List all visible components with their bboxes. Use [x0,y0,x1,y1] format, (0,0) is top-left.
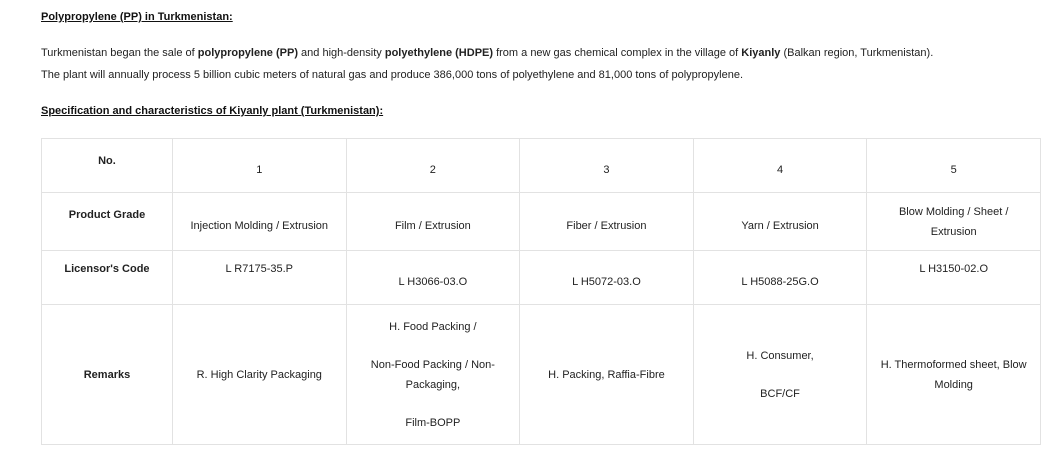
code-4: L H5088-25G.O [693,251,867,305]
col-number-2: 2 [346,139,520,193]
code-3: L H5072-03.O [520,251,694,305]
grade-5-line-1: Blow Molding / Sheet / [898,205,1009,218]
grade-5-line-2: Extrusion [930,225,977,238]
table-row-number [42,139,1041,193]
code-2: L H3066-03.O [346,251,520,305]
row-label-grade: Product Grade [42,193,173,251]
remarks-2 [346,305,520,445]
grade-3: Fiber / Extrusion [520,193,694,251]
page-title: Polypropylene (PP) in Turkmenistan: [41,11,233,23]
intro-text-c: and high-density [298,47,385,59]
intro-hdpe: polyethylene (HDPE) [384,47,494,59]
remarks-5 [867,305,1041,445]
intro-text-a: Turkmenistan began the sale of [41,47,198,59]
code-5: L H3150-02.O [867,251,1041,305]
row-label-no: No. [42,139,173,193]
intro-paragraph-2: The plant will annually process 5 billion cubic meters of natural gas and produce 386,000 tons of polyethylene and 81,000 tons of polypropylene. [41,69,744,81]
intro-pp: polypropylene (PP) [197,47,298,59]
table-row-code [42,251,1041,305]
grade-2: Film / Extrusion [346,193,520,251]
spec-title: Specification and characteristics of Kiyanly plant (Turkmenistan): [41,105,384,117]
table-row-grade [42,193,1041,251]
remarks-2-line-1: H. Food Packing / [389,320,477,333]
intro-text-g: (Balkan region, Turkmenistan). [780,47,934,59]
remarks-4-line-1: H. Consumer, [746,349,814,362]
remarks-2-line-4: Film-BOPP [405,416,461,429]
remarks-2-line-3: Packaging, [405,378,461,391]
intro-paragraph-1 [41,47,933,59]
code-1: L R7175-35.P [172,251,346,305]
remarks-5-line-1: H. Thermoformed sheet, Blow [880,358,1027,371]
col-number-5: 5 [867,139,1041,193]
remarks-3: H. Packing, Raffia-Fibre [520,305,694,445]
col-number-4: 4 [693,139,867,193]
row-label-remarks: Remarks [42,305,173,445]
col-number-3: 3 [520,139,694,193]
remarks-4-line-2: BCF/CF [760,387,800,400]
col-number-1: 1 [172,139,346,193]
table-row-remarks [42,305,1041,445]
intro-text-e: from a new gas chemical complex in the village of [493,47,742,59]
remarks-4 [693,305,867,445]
grade-4: Yarn / Extrusion [693,193,867,251]
intro-kiyanly: Kiyanly [741,47,781,59]
grade-5 [867,193,1041,251]
remarks-5-line-2: Molding [934,378,973,391]
remarks-2-line-2: Non-Food Packing / Non- [370,358,495,371]
row-label-code: Licensor's Code [42,251,173,305]
spec-table [41,138,1041,445]
remarks-1: R. High Clarity Packaging [172,305,346,445]
grade-1: Injection Molding / Extrusion [172,193,346,251]
